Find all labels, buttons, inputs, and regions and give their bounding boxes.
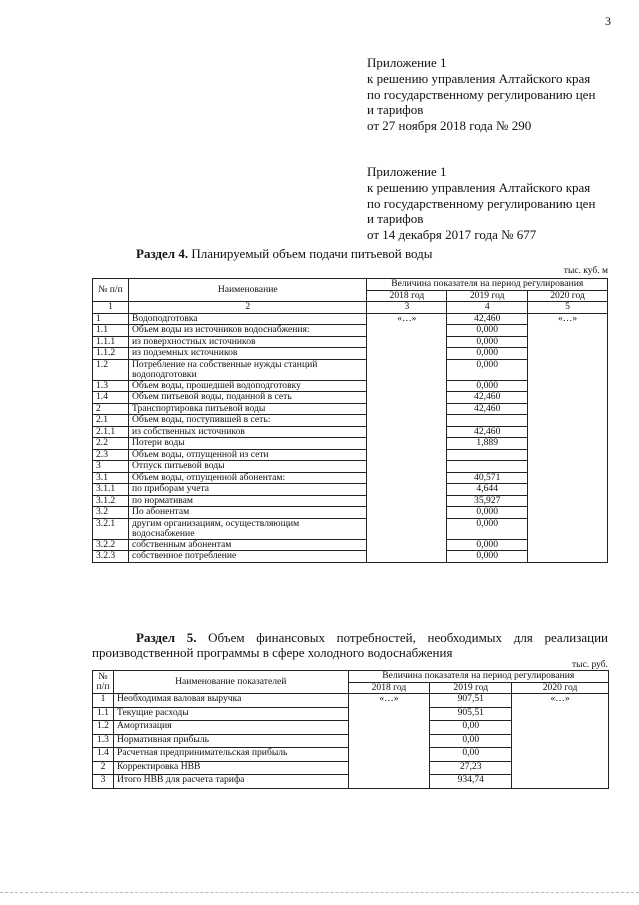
value-2019: 0,00 [430,734,512,748]
row-number: 3.1.2 [93,495,129,507]
value-2019: 934,74 [430,775,512,789]
row-number: 1 [93,313,129,325]
col-number: 5 [528,302,608,314]
row-number: 2.2 [93,438,129,450]
value-2019 [447,449,528,461]
row-number: 3.2.2 [93,539,129,551]
row-number: 1.3 [93,734,114,748]
row-number: 1.2 [93,721,114,735]
value-2019: 0,000 [447,380,528,392]
value-2018: «…» [367,313,447,562]
value-2019 [447,461,528,473]
value-2018: «…» [348,694,430,789]
row-name: Необходимая валовая выручка [113,694,348,708]
row-name: Объем воды, отпущенной из сети [128,449,367,461]
row-name: Амортизация [113,721,348,735]
row-number: 1.1.2 [93,348,129,360]
row-name: из собственных источников [128,426,367,438]
appendix-header-2017 [367,164,595,243]
row-number: 3 [93,775,114,789]
table-row [93,313,608,325]
header-name: Наименование [128,279,367,302]
value-2019: 0,000 [447,518,528,539]
row-name: Отпуск питьевой воды [128,461,367,473]
row-number: 3.2.3 [93,551,129,563]
section-label: Раздел 4. [136,246,189,261]
header-2018: 2018 год [367,290,447,302]
row-name: по приборам учета [128,484,367,496]
value-2020: «…» [512,694,609,789]
appendix-line: по государственному регулированию цен [367,86,596,102]
value-2019: 0,000 [447,539,528,551]
value-2019: 0,00 [430,721,512,735]
value-2019: 1,889 [447,438,528,450]
row-name: Корректировка НВВ [113,761,348,775]
col-number: 1 [93,302,129,314]
water-volume-table [92,278,608,563]
row-name: Объем воды из источников водоснабжения: [128,325,367,337]
financial-needs-table [92,670,609,789]
row-number: 1.4 [93,392,129,404]
row-number: 1.1 [93,325,129,337]
value-2019: 0,000 [447,325,528,337]
value-2019: 907,51 [430,694,512,708]
header-2018: 2018 год [348,682,430,694]
value-2019: 0,000 [447,348,528,360]
row-number: 2 [93,761,114,775]
header-2019: 2019 год [430,682,512,694]
header-2020: 2020 год [528,290,608,302]
appendix-line: к решению управления Алтайского края [367,70,591,86]
row-number: 3.2.1 [93,518,129,539]
row-name: Итого НВВ для расчета тарифа [113,775,348,789]
value-2020: «…» [528,313,608,562]
table-row [93,694,609,708]
appendix-line: Приложение 1 [367,55,447,70]
section-title-text: Объем финансовых потребностей, необходимых для реализации производственной программы в сфере холодного водоснабжения [92,630,608,660]
header-num: № п/п [93,671,114,694]
row-name: другим организациям, осуществляющим водоснабжение [128,518,367,539]
section4-unit: тыс. куб. м [563,266,608,276]
value-2019: 905,51 [430,707,512,721]
value-2019: 42,460 [447,426,528,438]
row-name: Объем воды, отпущенной абонентам: [128,472,367,484]
row-number: 3 [93,461,129,473]
section-title-text: Планируемый объем подачи питьевой воды [188,246,433,261]
header-name: Наименование показателей [113,671,348,694]
row-name: из подземных источников [128,348,367,360]
value-2019: 42,460 [447,392,528,404]
value-2019: 40,571 [447,472,528,484]
row-number: 3.1 [93,472,129,484]
value-2019: 0,000 [447,507,528,519]
header-period: Величина показателя на период регулирования [367,279,608,291]
value-2019: 0,00 [430,748,512,762]
section5-title [92,630,608,660]
row-name: Объем воды, прошедшей водоподготовку [128,380,367,392]
row-number: 1.4 [93,748,114,762]
value-2019: 42,460 [447,313,528,325]
row-number: 2 [93,403,129,415]
row-number: 3.2 [93,507,129,519]
col-number: 4 [447,302,528,314]
page-number: 3 [605,14,611,28]
appendix-line: Приложение 1 [367,164,447,179]
row-number: 1.3 [93,380,129,392]
value-2019: 27,23 [430,761,512,775]
row-number: 2.3 [93,449,129,461]
appendix-line: от 14 декабря 2017 года № 677 [367,227,537,243]
row-name: Транспортировка питьевой воды [128,403,367,415]
row-name: Потери воды [128,438,367,450]
row-name: Водоподготовка [128,313,367,325]
value-2019 [447,415,528,427]
header-period: Величина показателя на период регулирования [348,671,608,683]
row-name: собственное потребление [128,551,367,563]
appendix-header-2018 [367,55,595,134]
appendix-line: по государственному регулированию цен [367,195,596,211]
appendix-line: от 27 ноября 2018 года № 290 [367,118,532,134]
value-2019: 0,000 [447,551,528,563]
col-number: 2 [128,302,367,314]
col-number: 3 [367,302,447,314]
header-num: № п/п [93,279,129,302]
row-number: 1.1 [93,707,114,721]
row-number: 1.1.1 [93,336,129,348]
value-2019: 0,000 [447,359,528,380]
header-2020: 2020 год [512,682,609,694]
row-number: 2.1 [93,415,129,427]
section4-title [136,246,433,261]
appendix-line: к решению управления Алтайского края [367,179,591,195]
row-name: по нормативам [128,495,367,507]
appendix-line: и тарифов [367,211,424,227]
row-name: Расчетная предпринимательская прибыль [113,748,348,762]
row-name: Текущие расходы [113,707,348,721]
row-name: Объем питьевой воды, поданной в сеть [128,392,367,404]
value-2019: 4,644 [447,484,528,496]
row-name: Нормативная прибыль [113,734,348,748]
value-2019: 42,460 [447,403,528,415]
row-name: Объем воды, поступившей в сеть: [128,415,367,427]
section5-unit: тыс. руб. [572,660,608,670]
row-number: 1.2 [93,359,129,380]
row-name: собственным абонентам [128,539,367,551]
row-name: По абонентам [128,507,367,519]
section-label: Раздел 5. [136,630,197,645]
appendix-line: и тарифов [367,102,424,118]
row-name: Потребление на собственные нужды станций водоподготовки [128,359,367,380]
row-number: 1 [93,694,114,708]
row-name: из поверхностных источников [128,336,367,348]
row-number: 3.1.1 [93,484,129,496]
value-2019: 35,927 [447,495,528,507]
row-number: 2.1.1 [93,426,129,438]
value-2019: 0,000 [447,336,528,348]
page-bottom-edge [0,892,639,893]
header-2019: 2019 год [447,290,528,302]
